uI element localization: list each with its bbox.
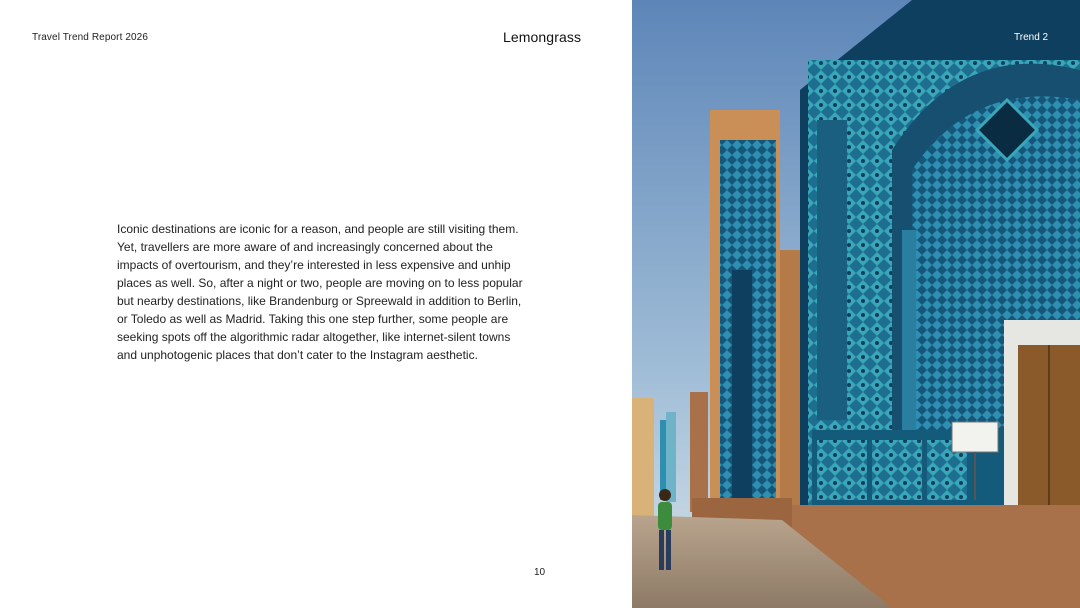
report-title: Travel Trend Report 2026 — [32, 32, 148, 43]
trend-label: Trend 2 — [1014, 32, 1049, 43]
brand-logo: Lemongrass — [503, 29, 582, 45]
page-number: 10 — [534, 567, 546, 578]
photo-mausoleum-street — [632, 0, 1080, 608]
body-paragraph: Iconic destinations are iconic for a reason, and people are still visiting them. Yet, travellers are more aware of and increasingly concerned about the impacts of overtourism, and they’re interested in less expensive and unhip places as well. So, after a night or two, people are moving on to less popular but nearby destinations, like Brandenburg or Spreewald in addition to Berlin, or Toledo as well as Madrid. Taking this one step further, some people are seeking spots off the algorithmic radar altogether, like internet-silent towns and unphotogenic places that don’t cater to the Instagram aesthetic. — [117, 222, 523, 362]
photo-illustration — [632, 0, 1080, 608]
